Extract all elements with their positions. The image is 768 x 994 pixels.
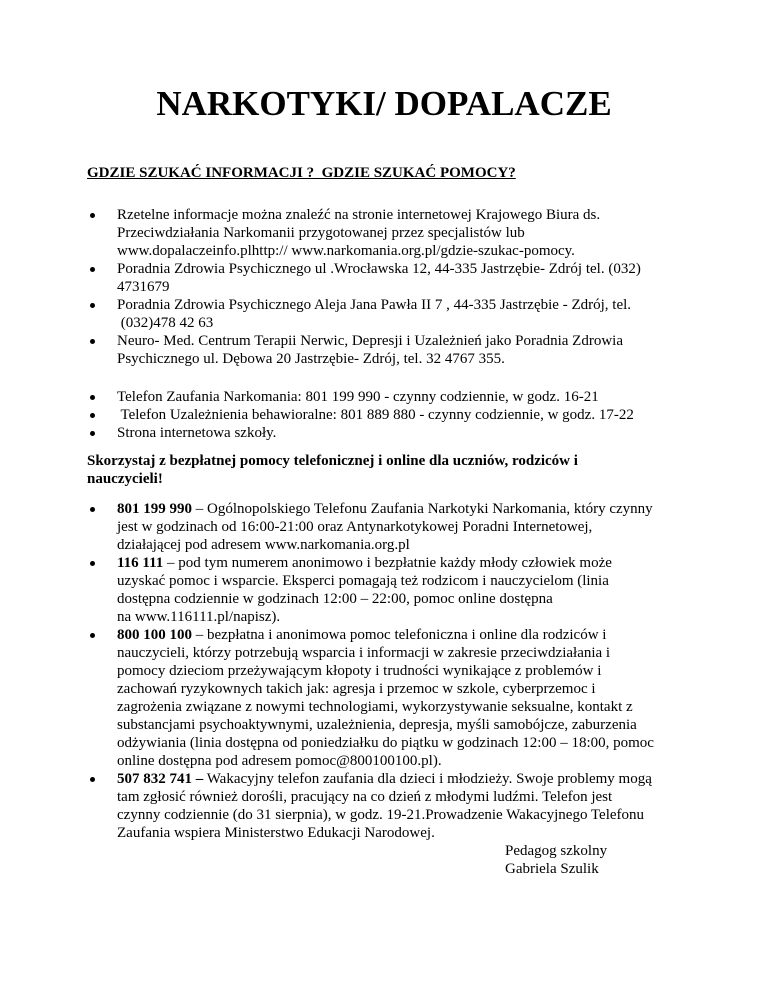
list-item: 800 100 100 – bezpłatna i anonimowa pomoc telefoniczna i online dla rodziców i nauczycieli, którzy potrzebują wsparcia i informacji w zakresie przeciwdziałania i pomocy dzieciom przeżywającym kłopoty i trudności wynikające z problemów i zachowań ryzykownych takich jak: agresja i przemoc w szkole, cyberprzemoc i zagrożenia związane z nowymi technologiami, wykorzystywanie seksualne, kontakt z substancjami psychoaktywnymi, uzależnienia, depresja, myśli samobójcze, zaburzenia odżywiania (linia dostępna od poniedziałku do piątku w godzinach 12:00 – 18:00, pomoc online dostępna pod adresem pomoc@800100100.pl). [87,626,687,770]
phone-list [87,388,687,442]
list-item: Strona internetowa szkoły. [87,424,687,442]
helpline-number: 800 100 100 [117,627,192,643]
list-item: 801 199 990 – Ogólnopolskiego Telefonu Zaufania Narkotyki Narkomania, który czynny jest w godzinach od 16:00-21:00 oraz Antynarkotykowej Poradni Internetowej, działającej pod adresem www.narkomania.org.pl [87,500,687,554]
info-list [87,206,687,368]
list-item: Telefon Zaufania Narkomania: 801 199 990 - czynny codziennie, w godz. 16-21 [87,388,687,406]
list-item: Telefon Uzależnienia behawioralne: 801 889 880 - czynny codziennie, w godz. 17-22 [87,406,687,424]
list-item: 507 832 741 – Wakacyjny telefon zaufania dla dzieci i młodzieży. Swoje problemy mogą tam zgłosić również dorośli, pracujący na co dzień z młodymi ludźmi. Telefon jest czynny codziennie (do 31 sierpnia), w godz. 19-21.Prowadzenie Wakacyjnego Telefonu Zaufania wspiera Ministerstwo Edukacji Narodowej. [87,770,687,842]
signature-role: Pedagog szkolny [505,843,608,859]
list-item: Poradnia Zdrowia Psychicznego Aleja Jana Pawła II 7 , 44-335 Jastrzębie - Zdrój, tel. (032)478 42 63 [87,296,687,332]
list-item: Neuro- Med. Centrum Terapii Nerwic, Depresji i Uzależnień jako Poradnia Zdrowia Psychicznego ul. Dębowa 20 Jastrzębie- Zdrój, tel. 32 4767 355. [87,332,687,368]
signature [505,842,607,878]
list-item: Poradnia Zdrowia Psychicznego ul .Wrocławska 12, 44-335 Jastrzębie- Zdrój tel. (032) 4731679 [87,260,687,296]
helpline-number: 116 111 [117,555,164,571]
list-item: Rzetelne informacje można znaleźć na stronie internetowej Krajowego Biura ds. Przeciwdziałania Narkomanii przygotowanej przez specjalistów lub www.dopalaczeinfo.plhttp:// www.narkomania.org.pl/gdzie-szukac-pomocy. [87,206,687,260]
helpline-number: 801 199 990 [117,501,192,517]
helpline-list [87,500,687,842]
list-item: 116 111 – pod tym numerem anonimowo i bezpłatnie każdy młody człowiek może uzyskać pomoc i wsparcie. Eksperci pomagają też rodzicom i nauczycielom (linia dostępna codziennie w godzinach 12:00 – 22:00, pomoc online dostępna na www.116111.pl/napisz). [87,554,687,626]
helpline-number: 507 832 741 – [117,771,204,787]
signature-name: Gabriela Szulik [505,861,599,877]
section-heading: GDZIE SZUKAĆ INFORMACJI ? GDZIE SZUKAĆ POMOCY? [87,165,516,181]
document-title: NARKOTYKI/ DOPALACZE [156,84,612,123]
call-to-action: Skorzystaj z bezpłatnej pomocy telefonicznej i online dla uczniów, rodziców i nauczycieli! [87,453,578,487]
